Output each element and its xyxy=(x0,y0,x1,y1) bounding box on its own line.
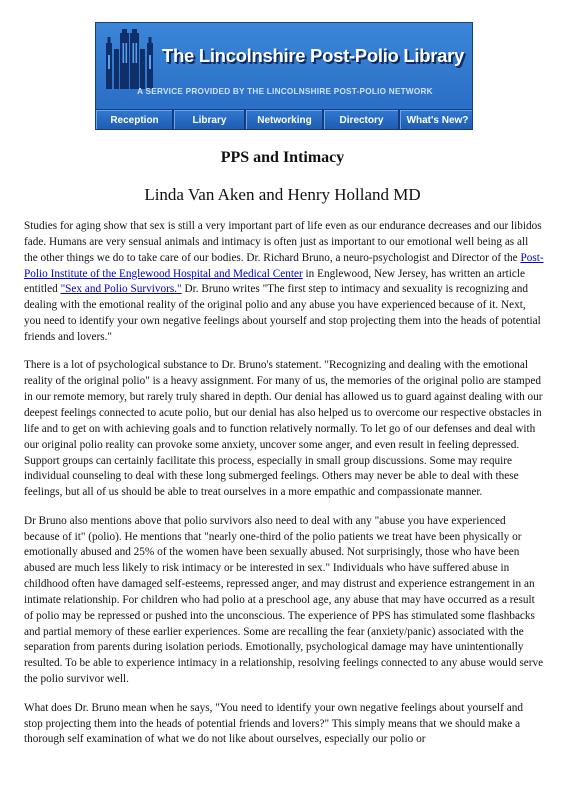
paragraph-1-text-a: Studies for aging show that sex is still a very important part of life even as our endurance decreases and our libidos fade. Humans are very sensual animals and intimacy is often just as important to our emotional well being as all the other things we do to take care of our bodies. Dr. Richard Bruno, a neuro-psychologist and Director of the xyxy=(24,220,542,264)
paragraph-3: Dr Bruno also mentions above that polio survivors also need to deal with any "abuse you have experienced because of it" (polio). He mentions that "nearly one-third of the polio patients we treat have been physically or emotionally abused and 25% of the women have been sexually abused. Not surprisingly, those who have been abused are much less likely to risk intimacy or be interested in sex." Individuals who have suffered abuse in childhood often have damaged self-esteems, repressed anger, and may distrust and experience estrangement in an intimate relationship. For children who had polio at a preschool age, any abuse that may have occurred as a result of polio may be repressed or pushed into the unconscious. The experience of PPS has stimulated some flashbacks and partial memory of these earlier experiences. Some are recalling the fear (anxiety/panic) associated with the separation from parents during isolation periods. Emotionally, psychological damage may have unintentionally resulted. To be able to experience intimacy in a relationship, resolving feelings connected to any abuse would serve the polio survivor well. xyxy=(24,514,544,686)
nav-reception[interactable]: Reception xyxy=(96,110,172,130)
cathedral-icon xyxy=(104,29,156,89)
link-post-polio-institute[interactable]: Post-Polio Institute of the Englewood Hospital and Medical Center xyxy=(24,251,544,280)
article-body xyxy=(24,219,544,761)
nav-networking[interactable]: Networking xyxy=(246,110,322,130)
paragraph-1-text-c: Dr. Bruno writes "The first step to intimacy and sexuality is recognizing and dealing with the emotional reality of the original polio and any abuse you have experienced because of it. Next, you need to identify your own negative feelings about yourself and stop projecting them into the heads of potential friends and lovers." xyxy=(24,283,541,343)
banner-header xyxy=(96,23,473,107)
nav-whats-new[interactable]: What's New? xyxy=(400,110,473,130)
nav-library[interactable]: Library xyxy=(174,110,244,130)
main-nav xyxy=(96,109,473,130)
paragraph-2: There is a lot of psychological substance to Dr. Bruno's statement. "Recognizing and dealing with the emotional reality of the original polio" is a heavy assignment. For many of us, the memories of the original polio are stamped in our remote memory, but rarely truly shared in depth. Our denial has allowed us to guard against dealing with our deepest feelings connected to acute polio, but our denial has also helped us to overcome our respective obstacles in life and to get on with achieving goals and to function relatively normally. To let go of our defenses and deal with our original polio reality can provoke some anxiety, uncover some anger, and even result in feeling depressed. Support groups can certainly facilitate this process, especially in small group discussions. Some may require individual counseling to deal with these long submerged feelings. Others may never be able to deal with these feelings, but all of us should be able to treat ourselves in a more empathic and compassionate manner. xyxy=(24,359,543,499)
link-sex-and-polio-survivors[interactable]: "Sex and Polio Survivors." xyxy=(60,283,182,296)
article-authors: Linda Van Aken and Henry Holland MD xyxy=(144,185,421,204)
article-title: PPS and Intimacy xyxy=(220,149,345,166)
site-banner xyxy=(95,22,473,130)
site-subtitle: A SERVICE PROVIDED BY THE LINCOLNSHIRE POST-POLIO NETWORK xyxy=(137,87,433,96)
paragraph-1-text-b: in Englewood, New Jersey, has written an article entitled xyxy=(24,267,526,296)
paragraph-1 xyxy=(24,219,544,346)
paragraph-4: What does Dr. Bruno mean when he says, "You need to identify your own negative feelings about yourself and stop projecting them into the heads of potential friends and lovers?" This simply means that we should make a thorough self examination of what we do not like about ourselves, especially our polio or xyxy=(24,701,523,746)
site-title: The Lincolnshire Post-Polio Library xyxy=(162,45,464,66)
nav-directory[interactable]: Directory xyxy=(324,110,398,130)
